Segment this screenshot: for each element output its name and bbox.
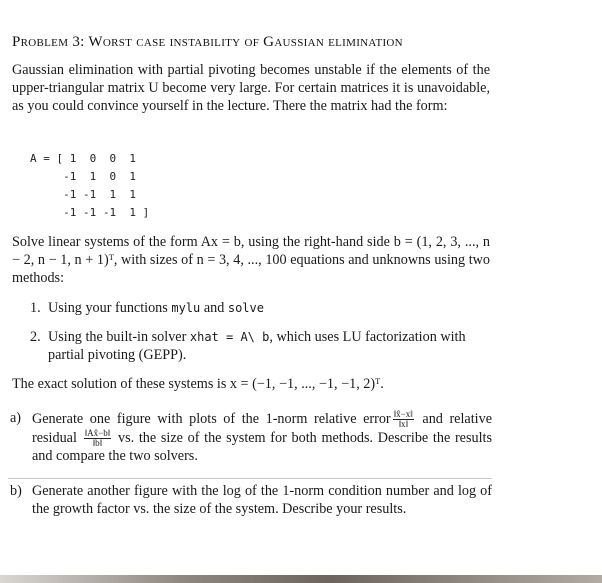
intro-paragraph: Gaussian elimination with partial pivoting becomes unstable if the elements of the upper-triangular matrix U become very large. For certain matrices it is unavoidable, as you could convince yourself in the lecture. There the matrix had the form: — [12, 62, 490, 114]
solve-paragraph: Solve linear systems of the form Ax = b, using the right-hand side b = (1, 2, 3, ..., n − 2, n − 1, n + 1)ᵀ, with sizes of n = 3, 4, ..., 100 equations and unknowns using two methods: — [12, 234, 490, 286]
task-b — [8, 478, 492, 526]
task-b-text: Generate another figure with the log of the 1-norm condition number and log of the growth factor vs. the size of the system. Describe your results. — [32, 483, 492, 517]
task-a-text: Generate one figure with plots of the 1-norm relative error $\frac{‖x̂-x‖}{‖x‖}$ and relative residual $\frac{‖Ax̂-b‖}{‖b‖}$ vs. the size of the system for both methods. Describe the results and compare the two solvers. — [32, 409, 492, 464]
method-text: Using the built-in solver xhat = A\ b, which uses LU factorization with partial pivoting (GEPP). — [48, 329, 466, 363]
task-a-label: a) — [10, 410, 22, 426]
method-number: 2. — [30, 329, 41, 345]
method-text: Using your functions mylu and solve — [48, 300, 264, 316]
problem-title: Problem 3: Worst case instability of Gaussian elimination — [12, 34, 403, 50]
task-b-label: b) — [10, 483, 22, 499]
relative-residual-fraction: $\frac{‖Ax̂-b‖}{‖b‖}$ — [84, 428, 111, 448]
task-a — [8, 404, 492, 478]
exact-solution-line: The exact solution of these systems is x = (−1, −1, ..., −1, −1, 2)ᵀ. — [12, 376, 384, 392]
bottom-shadow-bar — [0, 575, 602, 583]
method-number: 1. — [30, 300, 41, 316]
matrix-code-block: A = [ 1 0 0 1 -1 1 0 1 -1 -1 1 1 -1 -1 -1 1 ] — [30, 152, 150, 219]
relative-error-fraction: $\frac{‖x̂-x‖}{‖x‖}$ — [393, 409, 413, 429]
